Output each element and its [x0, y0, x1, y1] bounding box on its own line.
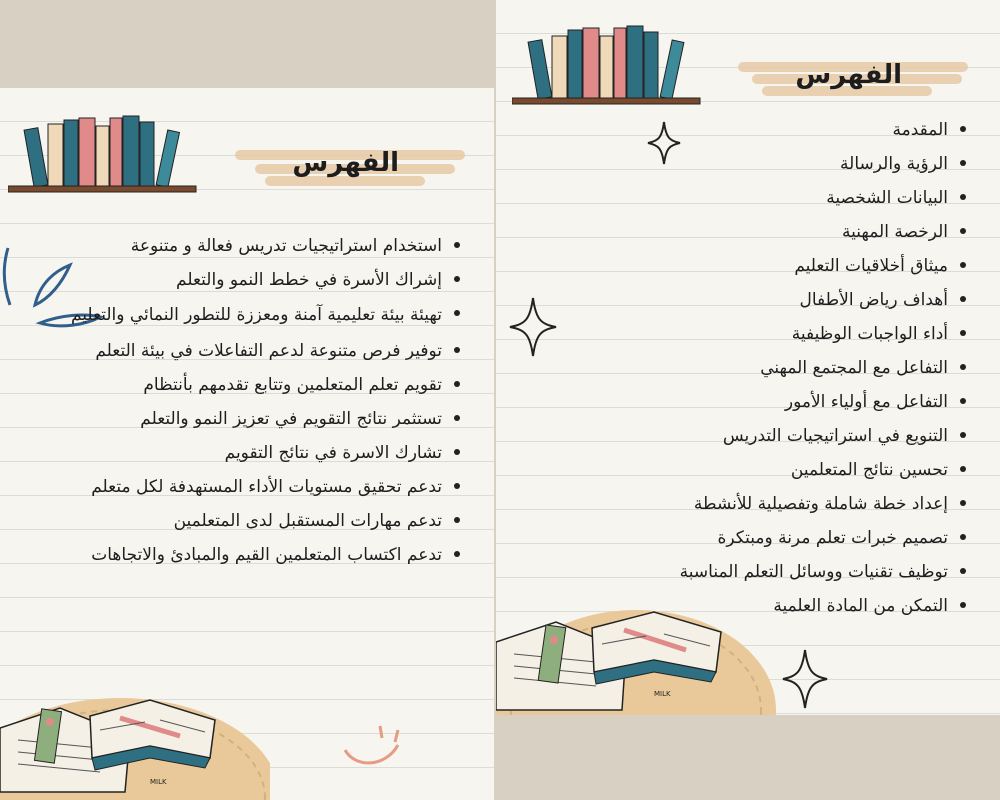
open-books-icon: [496, 600, 776, 715]
toc-item[interactable]: تقويم تعلم المتعلمين وتتابع تقدمهم بأنتظام: [44, 368, 464, 402]
toc-item[interactable]: أهداف رياض الأطفال: [650, 283, 970, 317]
smile-doodle-icon: [340, 720, 410, 770]
toc-item[interactable]: تحسين نتائج المتعلمين: [650, 453, 970, 487]
sparkle-icon: [781, 648, 829, 710]
toc-item[interactable]: تشارك الاسرة في نتائج التقويم: [44, 436, 464, 470]
left-toc-list: [44, 229, 464, 572]
left-open-books: [0, 688, 270, 800]
toc-item[interactable]: التفاعل مع المجتمع المهني: [650, 351, 970, 385]
toc-item[interactable]: أداء الواجبات الوظيفية: [650, 317, 970, 351]
toc-item[interactable]: البيانات الشخصية: [650, 181, 970, 215]
toc-item[interactable]: إشراك الأسرة في خطط النمو والتعلم: [44, 263, 464, 297]
left-bookshelf: [8, 108, 198, 193]
right-bookshelf: [512, 18, 702, 106]
toc-item[interactable]: توفير فرص متنوعة لدعم التفاعلات في بيئة التعلم: [44, 334, 464, 368]
left-page-title: الفهرس: [292, 148, 399, 178]
right-page: [496, 0, 1000, 715]
toc-item[interactable]: تستثمر نتائج التقويم في تعزيز النمو والتعلم: [44, 402, 464, 436]
right-bottom-beige-band: [496, 715, 1000, 800]
left-title-block: [235, 144, 465, 188]
toc-item[interactable]: تدعم تحقيق مستويات الأداء المستهدفة لكل متعلم: [44, 470, 464, 504]
left-page: [0, 88, 494, 800]
right-page-title: الفهرس: [795, 60, 902, 90]
milk-label: MILK: [150, 778, 167, 786]
bookshelf-icon: [8, 108, 198, 193]
right-sparkle-bottom: [781, 648, 829, 710]
toc-item[interactable]: التمكن من المادة العلمية: [650, 589, 970, 623]
toc-item[interactable]: تدعم مهارات المستقبل لدى المتعلمين: [44, 504, 464, 538]
toc-item[interactable]: الرؤية والرسالة: [650, 147, 970, 181]
toc-item[interactable]: ميثاق أخلاقيات التعليم: [650, 249, 970, 283]
toc-item[interactable]: المقدمة: [650, 113, 970, 147]
right-title-block: [738, 58, 968, 100]
toc-item[interactable]: تهيئة بيئة تعليمية آمنة ومعززة للتطور النمائي والتعليم: [44, 297, 464, 334]
bookshelf-icon: [512, 18, 702, 106]
left-smile-doodle: [340, 720, 410, 770]
left-top-beige-band: [0, 0, 494, 88]
toc-item[interactable]: استخدام استراتيجيات تدريس فعالة و متنوعة: [44, 229, 464, 263]
toc-item[interactable]: الرخصة المهنية: [650, 215, 970, 249]
toc-item[interactable]: تدعم اكتساب المتعلمين القيم والمبادئ والاتجاهات: [44, 538, 464, 572]
toc-item[interactable]: التفاعل مع أولياء الأمور: [650, 385, 970, 419]
right-open-books: [496, 600, 776, 715]
toc-item[interactable]: إعداد خطة شاملة وتفصيلية للأنشطة: [650, 487, 970, 521]
sparkle-icon: [508, 296, 558, 358]
open-books-icon: [0, 688, 270, 800]
toc-item[interactable]: التنويع في استراتيجيات التدريس: [650, 419, 970, 453]
right-sparkle-mid: [508, 296, 558, 358]
right-toc-list: [650, 113, 970, 623]
toc-item[interactable]: توظيف تقنيات ووسائل التعلم المناسبة: [650, 555, 970, 589]
milk-label: MILK: [654, 690, 671, 698]
toc-item[interactable]: تصميم خبرات تعلم مرنة ومبتكرة: [650, 521, 970, 555]
